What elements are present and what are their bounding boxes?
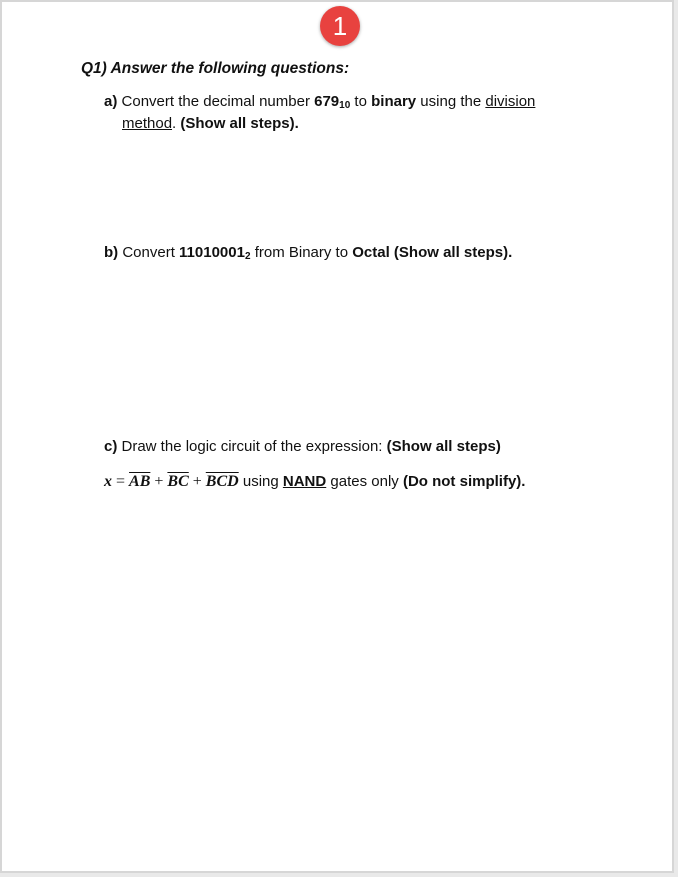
part-b-number-base: 2	[244, 251, 251, 262]
expr-term-ab: $\overline{AB}$	[129, 473, 151, 490]
part-b-label: b)	[104, 244, 119, 261]
part-b-number: $11010001_2$	[179, 244, 251, 262]
badge-number: 1	[332, 11, 348, 41]
part-a-number-base: 10	[339, 100, 351, 111]
part-a-text-3: using the	[416, 93, 486, 110]
part-b	[104, 242, 512, 264]
part-a-text-1: Convert the decimal number	[121, 93, 315, 110]
part-a-binary: binary	[371, 93, 417, 110]
part-a-show-steps: (Show all steps).	[180, 115, 299, 132]
part-a-method: method	[122, 115, 173, 132]
expr-plus-2: +	[192, 473, 202, 490]
part-a-text-4: .	[172, 115, 181, 132]
part-c-text-1: Draw the logic circuit of the expression:	[121, 438, 387, 455]
part-c-label: c)	[104, 438, 118, 455]
part-c-nand: NAND	[282, 473, 327, 490]
expr-x: x	[104, 473, 112, 490]
expr-term-bcd: $\overline{BCD}$	[205, 473, 239, 490]
expr-equals: =	[116, 473, 126, 490]
part-a-number: $679_{10}$	[314, 93, 351, 111]
part-a	[104, 91, 535, 135]
notification-badge	[320, 6, 360, 46]
boolean-expression	[104, 471, 525, 493]
part-a-text-2: to	[350, 93, 372, 110]
part-b-text-2: from Binary to	[250, 244, 353, 261]
question-title: Q1) Answer the following questions:	[81, 60, 350, 77]
part-c-note: (Do not simplify).	[402, 473, 526, 490]
part-b-text-1: Convert	[122, 244, 180, 261]
part-c-text-2: using	[238, 473, 283, 490]
part-b-octal: Octal	[352, 244, 390, 261]
part-a-division: division	[485, 93, 536, 110]
expr-plus-1: +	[154, 473, 164, 490]
part-c	[104, 436, 501, 458]
part-a-label: a)	[104, 93, 118, 110]
part-c-show-steps: (Show all steps)	[386, 438, 501, 455]
part-b-show-steps: (Show all steps).	[393, 244, 513, 261]
expr-term-bc: $\overline{BC}$	[167, 473, 189, 490]
part-a-line-2	[104, 113, 535, 135]
part-c-text-3: gates only	[326, 473, 403, 490]
